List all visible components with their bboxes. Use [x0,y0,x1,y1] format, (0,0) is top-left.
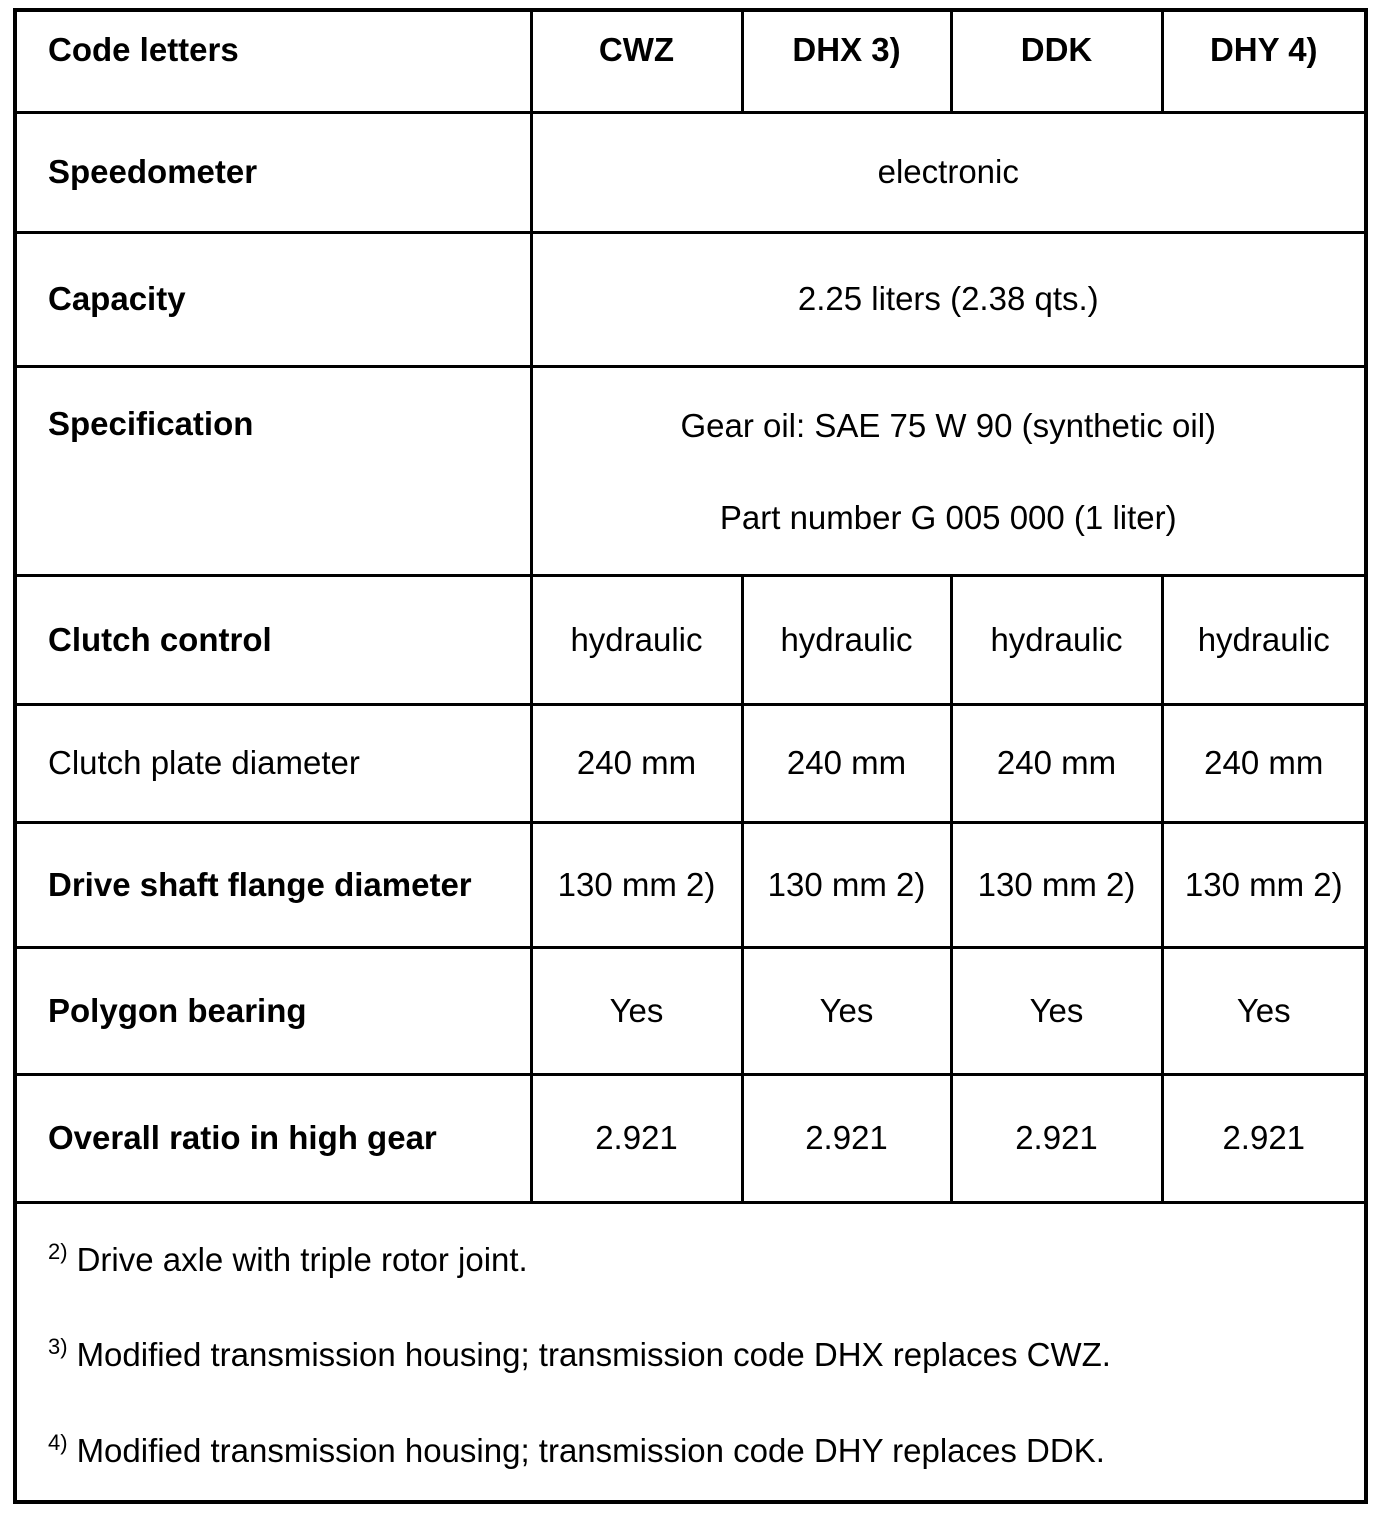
footnote-3-mark: 3) [48,1334,68,1360]
header-row [17,12,1364,112]
overall-ratio-dhx: 2.921 [742,1074,951,1202]
clutch-control-ddk: hydraulic [951,575,1162,704]
polygon-bearing-dhx: Yes [742,947,951,1074]
clutch-plate-row [17,704,1364,822]
footnote-4-mark: 4) [48,1429,68,1455]
code-dhx: DHX 3) [742,12,951,112]
speedometer-label: Speedometer [17,112,531,232]
footnotes [17,1204,1364,1471]
code-dhy: DHY 4) [1162,12,1364,112]
clutch-plate-ddk: 240 mm [951,704,1162,822]
code-letters-label: Code letters [17,12,531,112]
specification-part-number-line: Part number G 005 000 (1 liter) [719,499,1177,537]
spec-table [17,12,1364,1204]
overall-ratio-label: Overall ratio in high gear [17,1074,531,1202]
overall-ratio-row [17,1074,1364,1202]
drive-shaft-dhx: 130 mm 2) [742,822,951,947]
clutch-control-label: Clutch control [17,575,531,704]
polygon-bearing-cwz: Yes [531,947,742,1074]
footnote-4 [48,1431,1364,1471]
overall-ratio-dhy: 2.921 [1162,1074,1364,1202]
polygon-bearing-dhy: Yes [1162,947,1364,1074]
capacity-value: 2.25 liters (2.38 qts.) [531,232,1364,366]
footnote-3 [48,1335,1364,1375]
footnote-4-text: Modified transmission housing; transmission code DHY replaces DDK. [76,1431,1105,1469]
footnote-2-text: Drive axle with triple rotor joint. [76,1240,528,1278]
clutch-plate-label: Clutch plate diameter [17,704,531,822]
clutch-plate-cwz: 240 mm [531,704,742,822]
specification-row [17,366,1364,575]
drive-shaft-dhy: 130 mm 2) [1162,822,1364,947]
clutch-control-row [17,575,1364,704]
polygon-bearing-row [17,947,1364,1074]
polygon-bearing-ddk: Yes [951,947,1162,1074]
speedometer-row [17,112,1364,232]
clutch-control-dhx: hydraulic [742,575,951,704]
footnote-3-text: Modified transmission housing; transmission code DHX replaces CWZ. [76,1336,1111,1374]
specification-value [531,366,1364,575]
code-cwz: CWZ [531,12,742,112]
drive-shaft-ddk: 130 mm 2) [951,822,1162,947]
clutch-control-cwz: hydraulic [531,575,742,704]
drive-shaft-cwz: 130 mm 2) [531,822,742,947]
capacity-label: Capacity [17,232,531,366]
overall-ratio-cwz: 2.921 [531,1074,742,1202]
drive-shaft-label: Drive shaft flange diameter [17,822,531,947]
speedometer-value: electronic [531,112,1364,232]
specification-label: Specification [17,366,531,575]
footnote-2 [48,1240,1364,1280]
code-ddk: DDK [951,12,1162,112]
clutch-plate-dhx: 240 mm [742,704,951,822]
footnote-2-mark: 2) [48,1238,68,1264]
capacity-row [17,232,1364,366]
clutch-control-dhy: hydraulic [1162,575,1364,704]
polygon-bearing-label: Polygon bearing [17,947,531,1074]
specification-oil-line: Gear oil: SAE 75 W 90 (synthetic oil) [680,406,1217,444]
overall-ratio-ddk: 2.921 [951,1074,1162,1202]
transmission-spec-document [13,8,1368,1504]
drive-shaft-row [17,822,1364,947]
clutch-plate-dhy: 240 mm [1162,704,1364,822]
